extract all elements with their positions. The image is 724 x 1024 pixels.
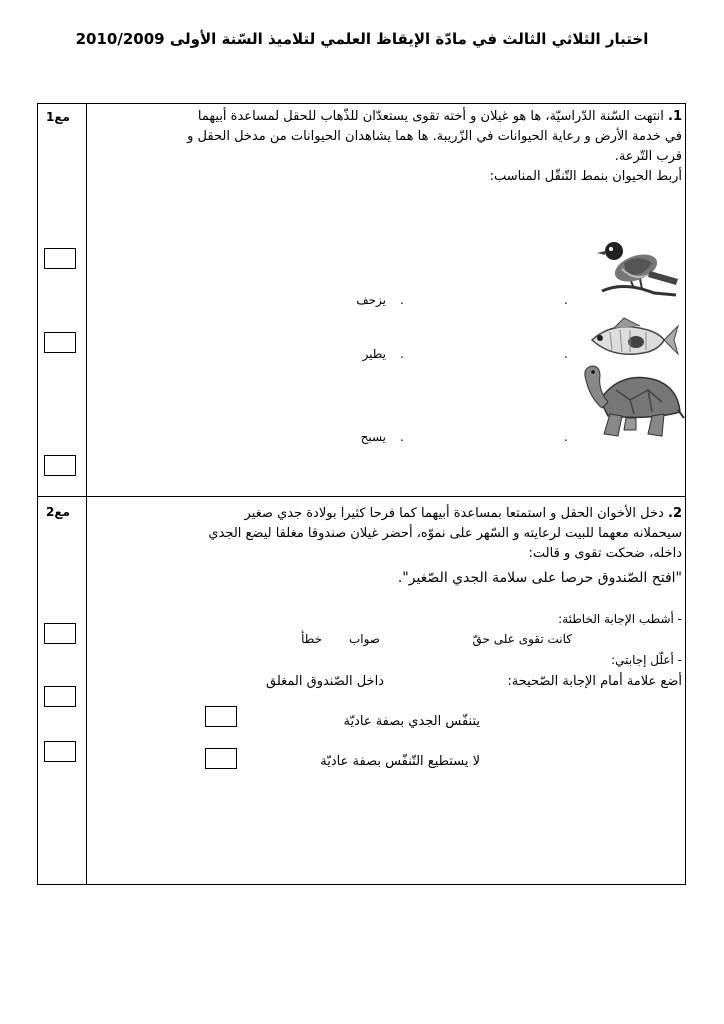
match-dot[interactable]: .: [564, 293, 568, 307]
q1-number: 1.: [668, 109, 682, 124]
q1-instruction: أربط الحيوان بنمط التّنقّل المناسب:: [489, 169, 682, 184]
criteria-column-divider: [86, 103, 87, 885]
match-dot[interactable]: .: [400, 347, 404, 361]
q2-line-2: سيحملانه معهما للبيت لرعايته و السّهر على نموّه، أحضر غيلان صندوقا مغلقا ليضع الجدي: [208, 526, 682, 541]
option-1-checkbox[interactable]: [205, 706, 237, 727]
match-dot[interactable]: .: [400, 430, 404, 444]
justify-instruction: - أعلّل إجابتي:: [611, 653, 682, 667]
q2-line-3: داخله، ضحكت تقوى و قالت:: [528, 546, 682, 561]
q1-text: انتهت السّنة الدّراسيّة، ها هو غيلان و أخته تقوى يستعدّان للذّهاب للحقل لمساعدة أبيهما: [197, 109, 664, 124]
bird-image: [594, 233, 680, 303]
match-dot[interactable]: .: [564, 430, 568, 444]
score-box[interactable]: [44, 741, 76, 762]
match-dot[interactable]: .: [400, 293, 404, 307]
q1-line-2: في خدمة الأرض و رعاية الحيوانات في الزّريبة. ها هما يشاهدان الحيوانات من مدخل الحقل و: [187, 129, 682, 144]
option-2-checkbox[interactable]: [205, 748, 237, 769]
criterion-label-1: مع1: [46, 110, 70, 124]
movement-crawl: يزحف: [356, 293, 386, 307]
movement-swim: يسبح: [360, 430, 386, 444]
q1-line-3: قرب التّرعة.: [614, 149, 682, 164]
q2-quote: "افتح الصّندوق حرصا على سلامة الجدي الصّغير".: [397, 570, 682, 586]
q1-line-1: [92, 107, 682, 127]
q2-number: 2.: [668, 506, 682, 521]
mark-instruction: أضع علامة أمام الإجابة الصّحيحة:: [507, 674, 682, 689]
cross-instruction: - أشطب الإجابة الخاطئة:: [558, 612, 682, 626]
movement-fly: يطير: [362, 347, 386, 361]
option-breathes-normally: يتنفّس الجدي بصفة عاديّة: [343, 714, 480, 729]
row-divider: [37, 496, 686, 497]
choice-false[interactable]: خطأ: [301, 632, 322, 646]
context-label: داخل الصّندوق المغلق: [265, 674, 384, 689]
score-box[interactable]: [44, 623, 76, 644]
turtle-image: [560, 360, 686, 442]
score-box[interactable]: [44, 686, 76, 707]
statement-text: كانت تقوى على حقّ: [472, 632, 572, 646]
fish-image: [584, 316, 680, 362]
score-box[interactable]: [44, 332, 76, 353]
option-cannot-breathe: لا يستطيع التّنفّس بصفة عاديّة: [320, 754, 480, 769]
score-box[interactable]: [44, 455, 76, 476]
match-dot[interactable]: .: [564, 347, 568, 361]
choice-true[interactable]: صواب: [348, 632, 380, 646]
criterion-label-2: مع2: [46, 505, 70, 519]
page-title: اختبار الثلاثي الثالث في مادّة الإيقاظ العلمي لتلاميذ السّنة الأولى 2010/2009: [75, 30, 649, 48]
score-box[interactable]: [44, 248, 76, 269]
q2-line-1: [92, 504, 682, 524]
q2-text: دخل الأخوان الحقل و استمتعا بمساعدة أبيهما كما فرحا كثيرا بولادة جدي صغير: [244, 506, 664, 521]
